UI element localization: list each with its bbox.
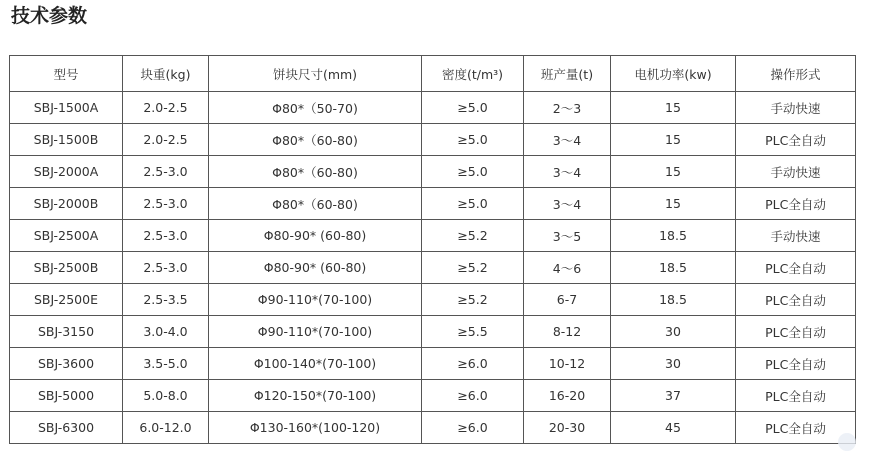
cell-model: SBJ-5000 [10, 380, 123, 412]
cell-block-weight: 2.5-3.0 [123, 188, 209, 220]
cell-block-weight: 3.0-4.0 [123, 316, 209, 348]
cell-operation-mode: 手动快速 [736, 156, 856, 188]
table-row [10, 220, 856, 252]
cell-shift-output: 4～6 [524, 252, 611, 284]
cell-motor-power: 45 [611, 412, 736, 444]
cell-operation-mode: PLC全自动 [736, 284, 856, 316]
cell-shift-output: 6-7 [524, 284, 611, 316]
cell-shift-output: 20-30 [524, 412, 611, 444]
watermark-icon [838, 433, 856, 451]
column-header-motor-power: 电机功率(kw) [611, 56, 736, 92]
cell-model: SBJ-3150 [10, 316, 123, 348]
cell-model: SBJ-2500A [10, 220, 123, 252]
cell-density: ≥5.0 [422, 92, 524, 124]
column-header-block-size: 饼块尺寸(mm) [209, 56, 422, 92]
table-row [10, 124, 856, 156]
cell-operation-mode: PLC全自动 [736, 252, 856, 284]
cell-shift-output: 3～4 [524, 188, 611, 220]
column-header-density: 密度(t/m³) [422, 56, 524, 92]
cell-operation-mode: PLC全自动 [736, 348, 856, 380]
cell-operation-mode: PLC全自动 [736, 124, 856, 156]
cell-block-weight: 2.5-3.0 [123, 156, 209, 188]
cell-motor-power: 18.5 [611, 252, 736, 284]
cell-block-size: Φ80*（60-80) [209, 188, 422, 220]
cell-block-weight: 2.5-3.0 [123, 220, 209, 252]
cell-block-size: Φ90-110*(70-100) [209, 316, 422, 348]
column-header-shift-output: 班产量(t) [524, 56, 611, 92]
cell-density: ≥6.0 [422, 412, 524, 444]
cell-motor-power: 15 [611, 188, 736, 220]
cell-density: ≥6.0 [422, 348, 524, 380]
cell-model: SBJ-1500A [10, 92, 123, 124]
cell-density: ≥5.2 [422, 220, 524, 252]
cell-model: SBJ-3600 [10, 348, 123, 380]
cell-density: ≥5.0 [422, 188, 524, 220]
page-title: 技术参数 [11, 5, 88, 27]
cell-model: SBJ-2000A [10, 156, 123, 188]
cell-shift-output: 10-12 [524, 348, 611, 380]
cell-shift-output: 8-12 [524, 316, 611, 348]
cell-block-weight: 2.5-3.0 [123, 252, 209, 284]
cell-shift-output: 3～4 [524, 156, 611, 188]
header-row [10, 56, 856, 92]
cell-model: SBJ-2500E [10, 284, 123, 316]
cell-block-size: Φ80-90* (60-80) [209, 252, 422, 284]
cell-block-size: Φ80*（60-80) [209, 124, 422, 156]
cell-motor-power: 15 [611, 124, 736, 156]
table-body [10, 92, 856, 444]
cell-density: ≥5.2 [422, 284, 524, 316]
cell-shift-output: 16-20 [524, 380, 611, 412]
table-row [10, 412, 856, 444]
table-row [10, 92, 856, 124]
cell-operation-mode: PLC全自动 [736, 316, 856, 348]
cell-block-size: Φ120-150*(70-100) [209, 380, 422, 412]
cell-density: ≥5.0 [422, 124, 524, 156]
cell-operation-mode: PLC全自动 [736, 412, 856, 444]
cell-model: SBJ-2000B [10, 188, 123, 220]
table-row [10, 284, 856, 316]
cell-model: SBJ-1500B [10, 124, 123, 156]
table-row [10, 252, 856, 284]
table-row [10, 188, 856, 220]
column-header-model: 型号 [10, 56, 123, 92]
column-header-operation-mode: 操作形式 [736, 56, 856, 92]
cell-block-size: Φ130-160*(100-120) [209, 412, 422, 444]
cell-shift-output: 2～3 [524, 92, 611, 124]
column-header-block-weight: 块重(kg) [123, 56, 209, 92]
table-row [10, 380, 856, 412]
cell-block-size: Φ80*（60-80) [209, 156, 422, 188]
cell-operation-mode: PLC全自动 [736, 380, 856, 412]
cell-density: ≥6.0 [422, 380, 524, 412]
cell-block-size: Φ80-90* (60-80) [209, 220, 422, 252]
cell-density: ≥5.5 [422, 316, 524, 348]
cell-motor-power: 37 [611, 380, 736, 412]
cell-block-weight: 2.0-2.5 [123, 92, 209, 124]
cell-operation-mode: PLC全自动 [736, 188, 856, 220]
cell-block-weight: 5.0-8.0 [123, 380, 209, 412]
cell-motor-power: 18.5 [611, 220, 736, 252]
cell-motor-power: 30 [611, 316, 736, 348]
cell-model: SBJ-2500B [10, 252, 123, 284]
cell-block-size: Φ80*（50-70) [209, 92, 422, 124]
cell-shift-output: 3～4 [524, 124, 611, 156]
table-row [10, 316, 856, 348]
cell-block-weight: 2.0-2.5 [123, 124, 209, 156]
cell-density: ≥5.2 [422, 252, 524, 284]
cell-motor-power: 30 [611, 348, 736, 380]
cell-motor-power: 15 [611, 156, 736, 188]
cell-shift-output: 3～5 [524, 220, 611, 252]
cell-model: SBJ-6300 [10, 412, 123, 444]
cell-motor-power: 15 [611, 92, 736, 124]
cell-block-weight: 6.0-12.0 [123, 412, 209, 444]
cell-density: ≥5.0 [422, 156, 524, 188]
table-row [10, 348, 856, 380]
cell-block-size: Φ90-110*(70-100) [209, 284, 422, 316]
cell-motor-power: 18.5 [611, 284, 736, 316]
table-row [10, 156, 856, 188]
spec-table [9, 55, 856, 444]
cell-block-weight: 3.5-5.0 [123, 348, 209, 380]
cell-operation-mode: 手动快速 [736, 92, 856, 124]
cell-operation-mode: 手动快速 [736, 220, 856, 252]
cell-block-size: Φ100-140*(70-100) [209, 348, 422, 380]
cell-block-weight: 2.5-3.5 [123, 284, 209, 316]
table-header [10, 56, 856, 92]
